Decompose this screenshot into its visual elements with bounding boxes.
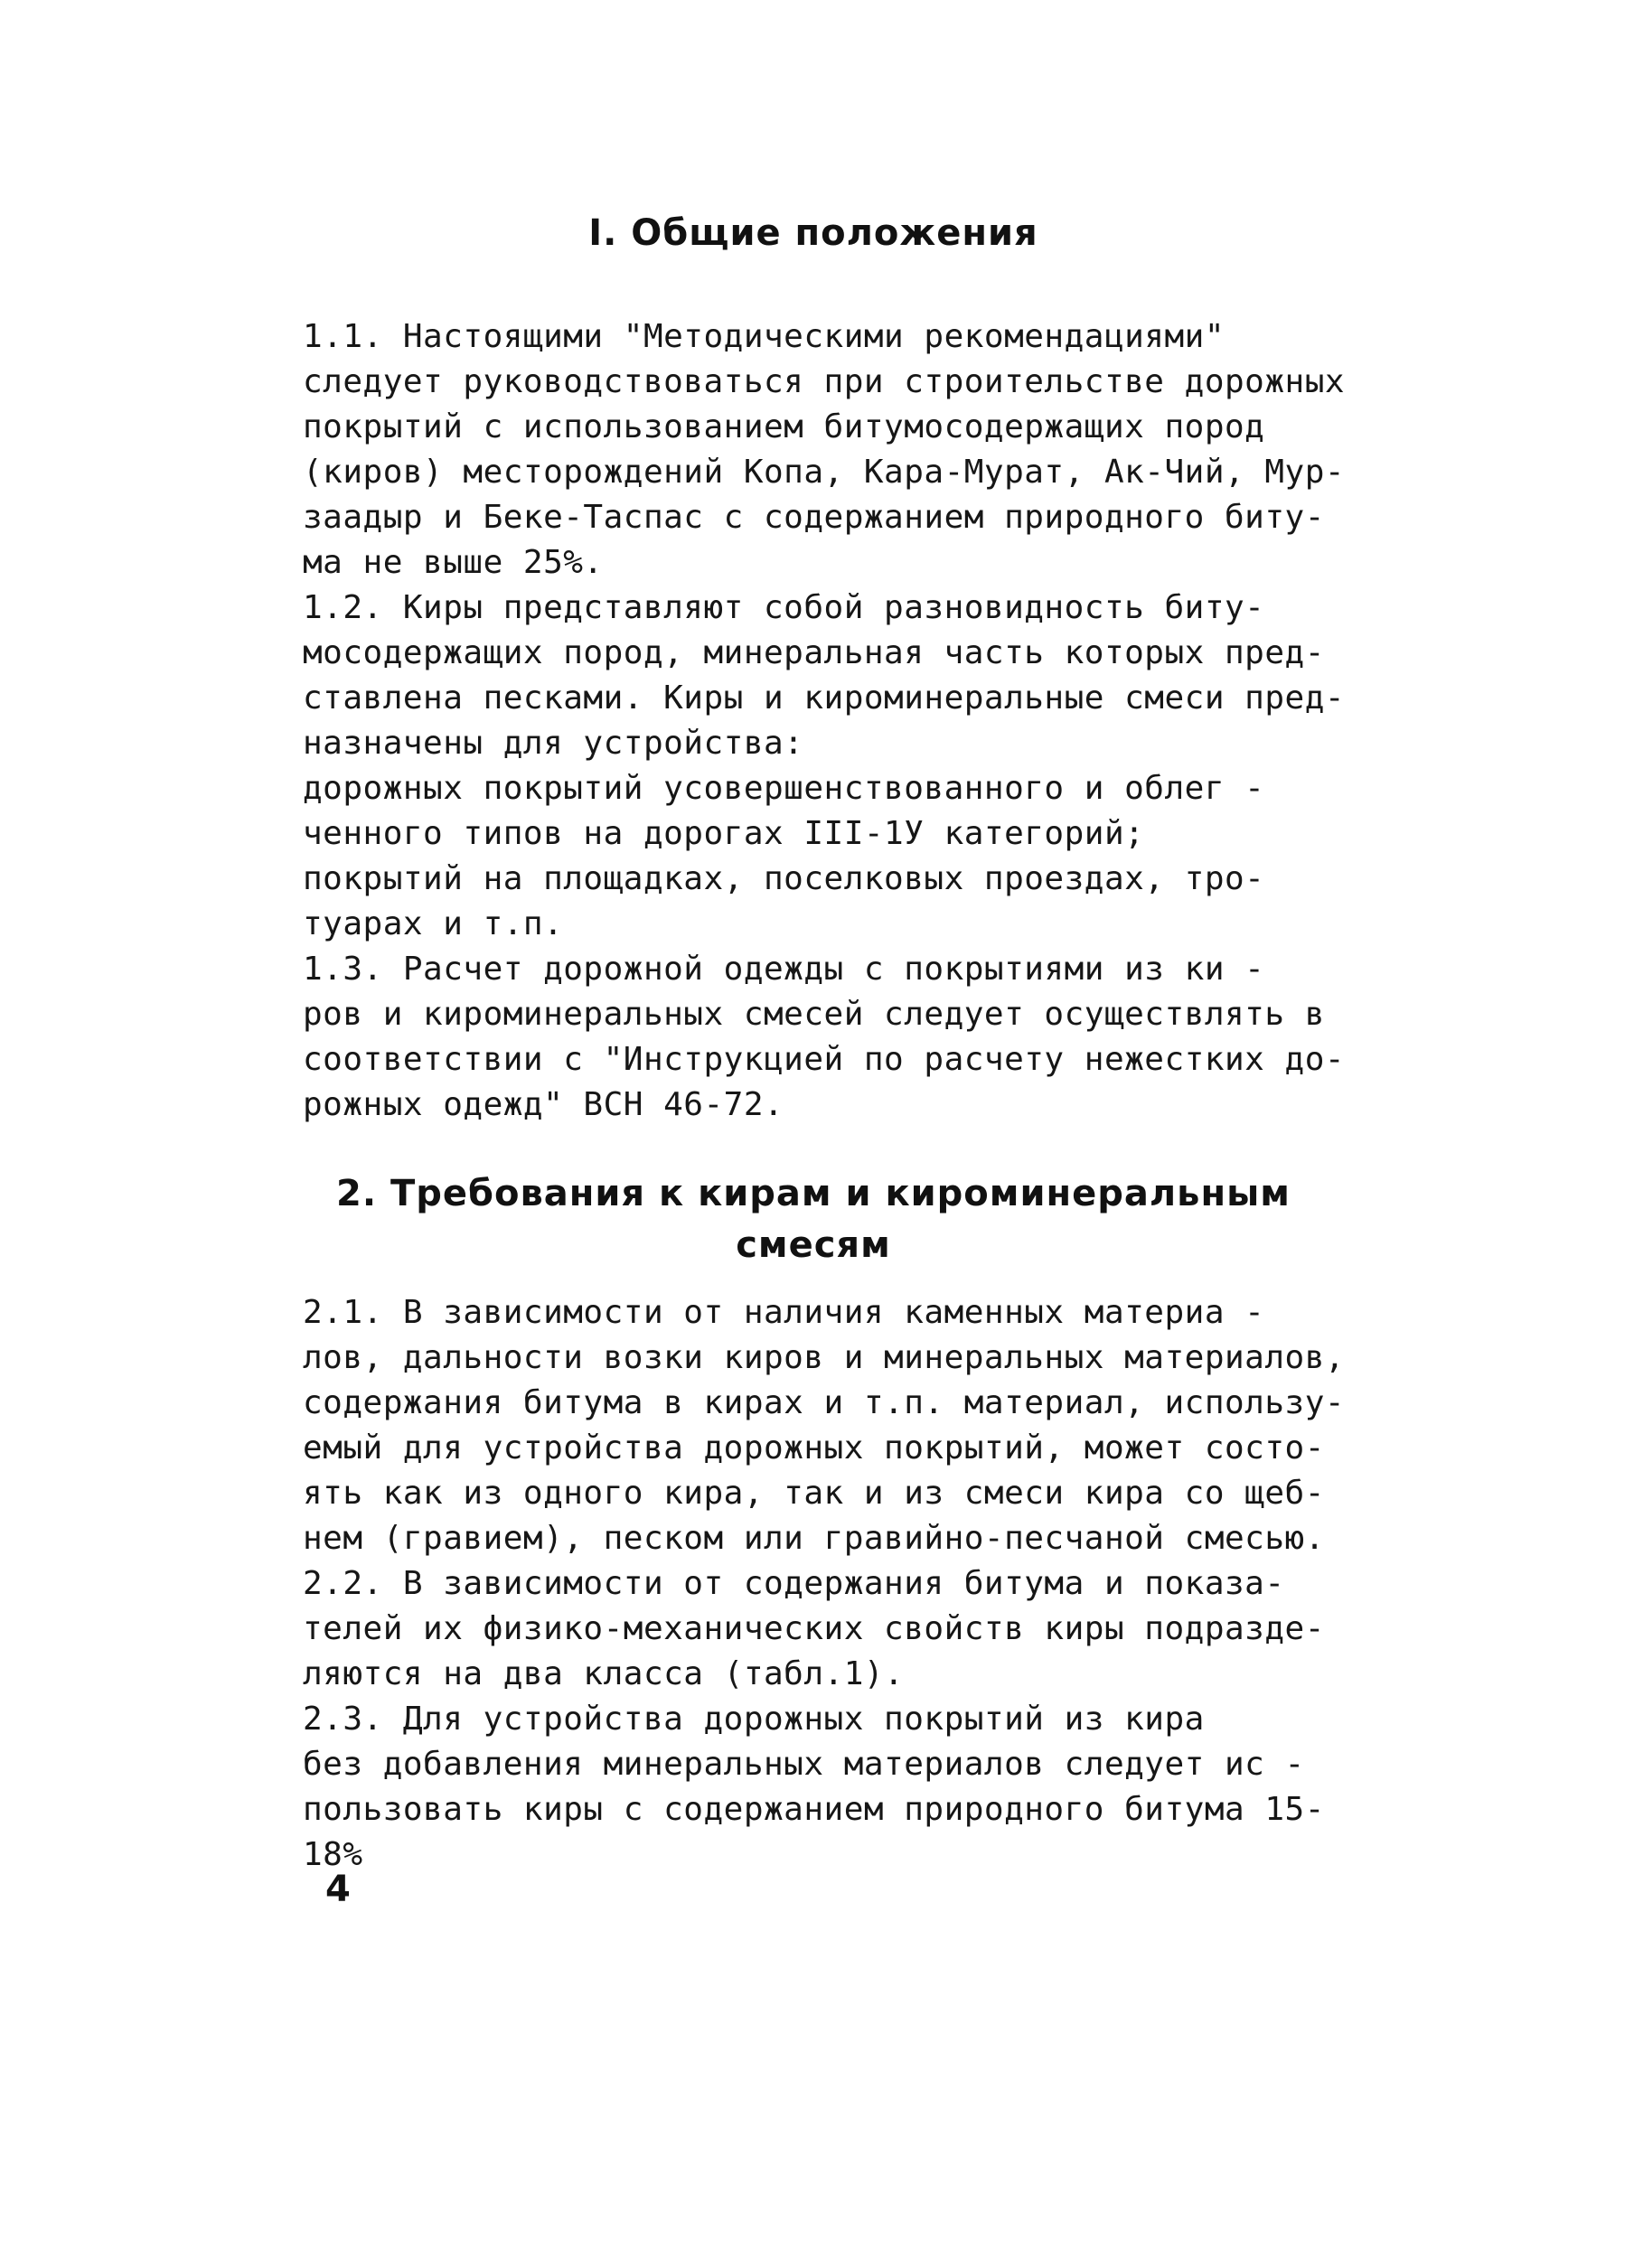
paragraph-1-2: 1.2. Киры представляют собой разновидность биту- мосодержащих пород, минеральная часть которых пред- ставлена песками. Киры и кироминеральные смеси пред- назначены для устройства:: [303, 589, 1346, 762]
paragraph-1-3: 1.3. Расчет дорожной одежды с покрытиями из ки - ров и кироминеральных смесей следует осуществлять в соответствии с "Инструкцией по расчету нежестких до- рожных одежд" ВСН 46-72.: [303, 951, 1346, 1123]
paragraph-1-2-item-roads: дорожных покрытий усовершенствованного и облег - ченного типов на дорогах III-1У категорий;: [303, 770, 1265, 852]
paragraph-2-2: 2.2. В зависимости от содержания битума и показа- телей их физико-механических свойств киры подразде- ляются на два класса (табл.1).: [303, 1565, 1325, 1692]
paragraph-1-1: 1.1. Настоящими "Методическими рекомендациями" следует руководствоваться при строительстве дорожных покрытий с использованием битумосодержащих пород (киров) месторождений Копа, Кара-Мурат, Ак-Чий, Мур- заадыр и Беке-Таспас с содержанием природного биту- ма не выше 25%.: [303, 318, 1346, 581]
page-number: 4: [325, 1869, 351, 1910]
paragraph-2-1: 2.1. В зависимости от наличия каменных материа - лов, дальности возки киров и минеральных материалов, содержания битума в кирах и т.п. материал, использу- емый для устройства дорожных покрытий, может состо- ять как из одного кира, так и из смеси кира со щеб- нем (гравием), песком или гравийно-песчаной смесью.: [303, 1294, 1346, 1557]
paragraph-1-2-item-sites: покрытий на площадках, поселковых проездах, тро- туарах и т.п.: [303, 860, 1265, 942]
section-2-heading-line2: смесям: [736, 1224, 891, 1266]
paragraph-2-3: 2.3. Для устройства дорожных покрытий из кира без добавления минеральных материалов следует ис - пользовать киры с содержанием природного битума 15- 18%: [303, 1701, 1325, 1873]
section-1-heading: I. Общие положения: [588, 212, 1038, 254]
section-2-heading-line1: 2. Требования к кирам и кироминеральным: [336, 1173, 1291, 1214]
